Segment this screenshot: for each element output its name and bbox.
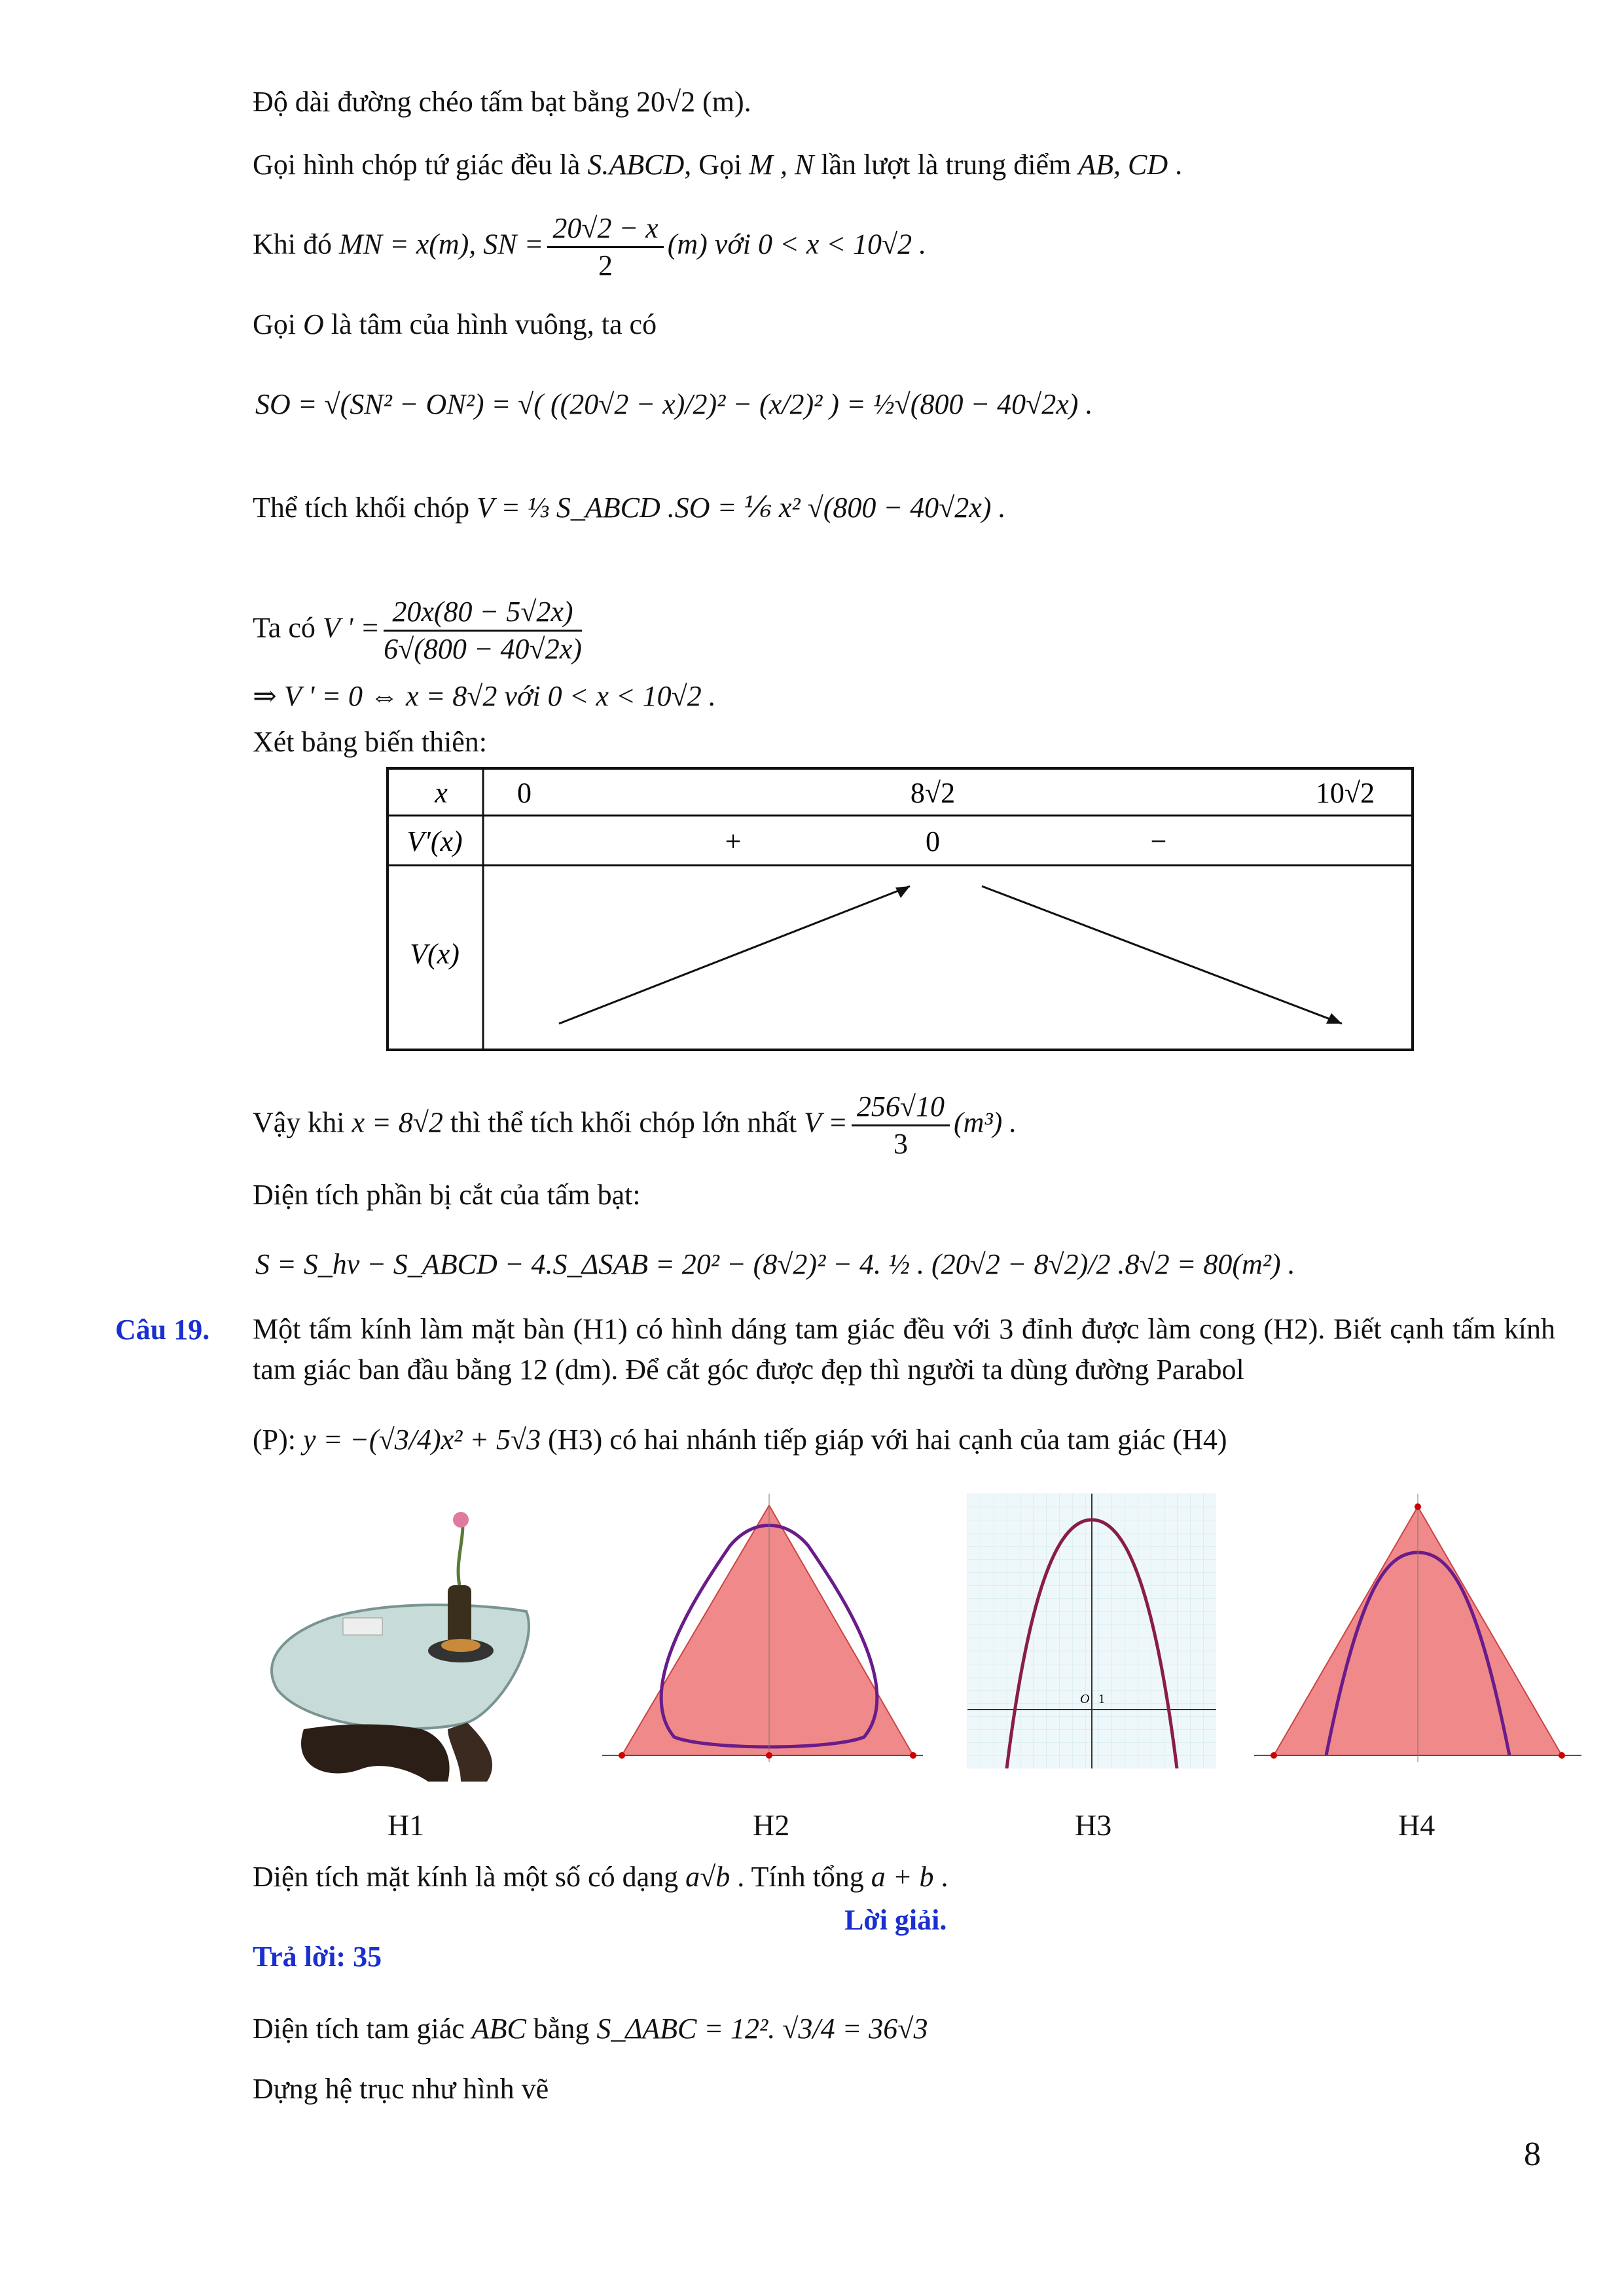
glass-top bbox=[272, 1605, 529, 1729]
flower-icon bbox=[453, 1512, 469, 1528]
math: a√b bbox=[685, 1861, 731, 1893]
caption-h2: H2 bbox=[753, 1808, 790, 1842]
vertex-b bbox=[1271, 1752, 1277, 1759]
line-max-volume bbox=[253, 1089, 1017, 1162]
fraction bbox=[547, 211, 663, 283]
math: (m) với 0 < x < 10√2 . bbox=[667, 228, 927, 260]
caption-h3: H3 bbox=[1075, 1808, 1112, 1842]
text: (P): bbox=[253, 1424, 303, 1456]
math: AB, CD bbox=[1078, 149, 1168, 181]
math: a + b bbox=[871, 1861, 934, 1893]
text: bằng bbox=[526, 2013, 597, 2045]
numerator: 20√2 − x bbox=[547, 211, 663, 248]
text: Diện tích phần bị cắt của tấm bạt: bbox=[253, 1179, 641, 1211]
text: Diện tích mặt kính là một số có dạng bbox=[253, 1861, 686, 1893]
table-leg bbox=[448, 1723, 492, 1782]
line-mn-sn bbox=[253, 211, 926, 283]
text: Vậy khi bbox=[253, 1106, 352, 1139]
math: S.ABCD bbox=[587, 149, 685, 181]
fraction bbox=[384, 594, 582, 667]
math: SO = √(SN² − ON²) = √( ((20√2 − x)/2)² − (x/2)² ) = ½√(800 − 40√2x) . bbox=[255, 388, 1093, 420]
increasing-arrow bbox=[559, 886, 910, 1024]
line-diagonal bbox=[253, 84, 751, 120]
line-center-o bbox=[253, 306, 657, 343]
math: V = ⅓ S_ABCD .SO = ⅙ x² √(800 − 40√2x) . bbox=[477, 492, 1006, 524]
math: x = 8√2 bbox=[352, 1106, 443, 1139]
figure-h4-triangle-parabola bbox=[1254, 1494, 1581, 1768]
text: , Gọi bbox=[684, 149, 749, 181]
question-text: Một tấm kính làm mặt bàn (H1) có hình dáng tam giác đều với 3 đỉnh được làm cong (H2). Biết cạnh tấm kính tam giác ban đầu bằng 12 (dm). Để cắt góc được đẹp thì người ta dùng đường Parabol bbox=[253, 1313, 1555, 1386]
sign-plus: + bbox=[725, 825, 742, 857]
derivative-zero: 0 bbox=[926, 825, 940, 857]
text: . bbox=[933, 1861, 948, 1893]
fraction bbox=[852, 1089, 950, 1162]
caption-h4: H4 bbox=[1398, 1808, 1435, 1842]
table-border bbox=[388, 768, 1413, 1050]
solution-heading: Lời giải. bbox=[844, 1904, 947, 1936]
line-pyramid: Gọi hình chóp tứ giác đều là S.ABCD, Gọi M , N lần lượt là trung điểm AB, CD . bbox=[253, 149, 1183, 181]
line-table-intro bbox=[253, 724, 487, 761]
text: Khi đó bbox=[253, 228, 339, 260]
x-end: 10√2 bbox=[1315, 777, 1375, 809]
question-parabola bbox=[253, 1422, 1227, 1458]
text: . Tính tổng bbox=[730, 1861, 871, 1893]
numerator: 256√10 bbox=[852, 1089, 950, 1126]
math: S_ΔABC = 12². √3/4 = 36√3 bbox=[596, 2013, 928, 2045]
text: Xét bảng biến thiên: bbox=[253, 726, 488, 758]
text: Gọi bbox=[253, 308, 303, 340]
point bbox=[619, 1752, 625, 1759]
x-start: 0 bbox=[517, 777, 532, 809]
vase bbox=[448, 1585, 471, 1644]
answer: Trả lời: 35 bbox=[253, 1941, 382, 1973]
math: S = S_hv − S_ABCD − 4.S_ΔSAB = 20² − (8√2)² − 4. ½ . (20√2 − 8√2)/2 .8√2 = 80(m²) . bbox=[255, 1248, 1295, 1280]
book bbox=[343, 1618, 382, 1635]
math: ABC bbox=[471, 2013, 526, 2045]
point bbox=[766, 1752, 772, 1759]
line-critical-point bbox=[253, 678, 716, 715]
x-critical: 8√2 bbox=[910, 777, 956, 809]
text: Diện tích tam giác bbox=[253, 2013, 472, 2045]
math: V ' = bbox=[322, 611, 380, 644]
text: là tâm của hình vuông, ta có bbox=[323, 308, 657, 340]
caption-h1: H1 bbox=[388, 1808, 425, 1842]
text: Ta có bbox=[253, 611, 323, 644]
math: V = bbox=[804, 1106, 848, 1139]
line-derivative bbox=[253, 594, 586, 667]
figure-h1-table bbox=[251, 1494, 566, 1782]
table-base bbox=[301, 1725, 450, 1782]
row-label-derivative: V′(x) bbox=[406, 825, 463, 857]
variation-table bbox=[386, 767, 1420, 1055]
denominator: 2 bbox=[598, 249, 613, 281]
line-triangle-area bbox=[253, 2011, 928, 2047]
line-cut-area bbox=[253, 1177, 641, 1213]
math: y = −(√3/4)x² + 5√3 bbox=[303, 1424, 541, 1456]
math: MN = x(m), SN = bbox=[339, 228, 544, 260]
math: M , N bbox=[749, 149, 814, 181]
numerator: 20x(80 − 5√2x) bbox=[384, 594, 582, 632]
tick-one: 1 bbox=[1098, 1692, 1105, 1706]
sign-minus: − bbox=[1150, 825, 1167, 857]
text: Gọi hình chóp tứ giác đều là bbox=[253, 149, 588, 181]
point bbox=[910, 1752, 916, 1759]
vertex-c bbox=[1559, 1752, 1565, 1759]
fruit bbox=[441, 1639, 480, 1652]
decreasing-arrow bbox=[982, 886, 1342, 1024]
text: Thể tích khối chóp bbox=[253, 492, 477, 524]
text: lần lượt là trung điểm bbox=[814, 149, 1079, 181]
vertex-a bbox=[1415, 1503, 1421, 1510]
line-volume bbox=[253, 490, 1005, 526]
denominator: 6√(800 − 40√2x) bbox=[384, 633, 582, 665]
question-label: Câu 19. bbox=[115, 1314, 210, 1346]
arrow-head-icon bbox=[895, 886, 910, 898]
row-label-function: V(x) bbox=[410, 938, 460, 970]
figure-h2-rounded-triangle bbox=[596, 1494, 929, 1768]
text: thì thể tích khối chóp lớn nhất bbox=[442, 1106, 804, 1139]
line-area-formula bbox=[255, 1246, 1295, 1283]
line-axes: Dựng hệ trục như hình vẽ bbox=[253, 2073, 549, 2105]
figure-h3-parabola bbox=[967, 1494, 1216, 1768]
math: (m³) . bbox=[954, 1106, 1017, 1139]
diagonal-text: Độ dài đường chéo tấm bạt bằng 20√2 (m). bbox=[253, 86, 751, 118]
math: O bbox=[303, 308, 324, 340]
denominator: 3 bbox=[893, 1128, 908, 1160]
line-so-formula bbox=[255, 386, 1092, 423]
page-number: 8 bbox=[1524, 2136, 1541, 2173]
line-question-form bbox=[253, 1859, 948, 1895]
math: ⇒ V ' = 0 ⇔ x = 8√2 với 0 < x < 10√2 . bbox=[253, 680, 716, 712]
text: (H3) có hai nhánh tiếp giáp với hai cạnh của tam giác (H4) bbox=[541, 1424, 1227, 1456]
row-label-x: x bbox=[435, 777, 448, 809]
origin-label: O bbox=[1080, 1692, 1090, 1706]
